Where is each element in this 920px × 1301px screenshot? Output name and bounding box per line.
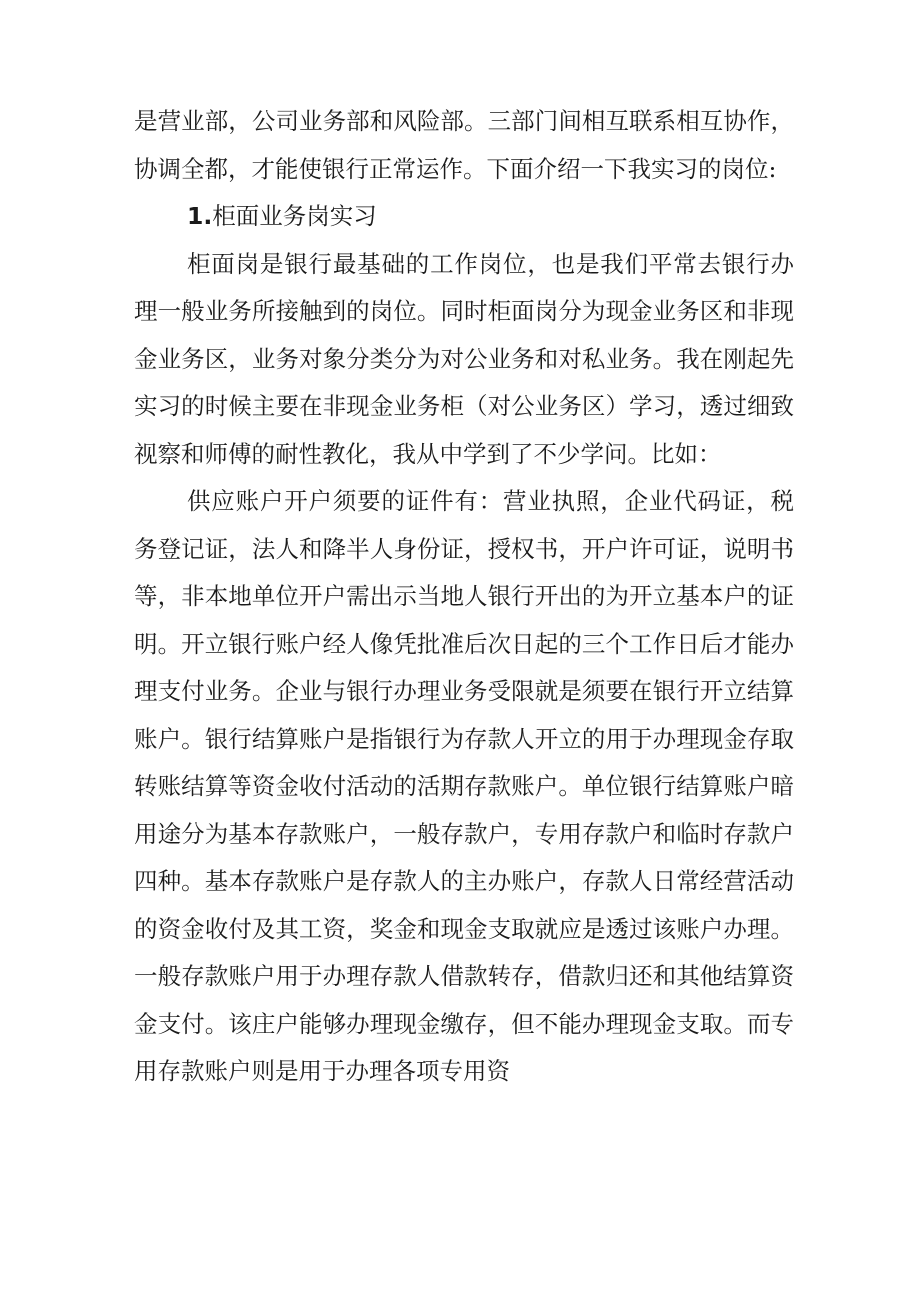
- document-page: [134, 98, 794, 1096]
- paragraph-counter-role: 柜面岗是银行最基础的工作岗位，也是我们平常去银行办理一般业务所接触到的岗位。同时柜面岗分为现金业务区和非现金业务区，业务对象分类分为对公业务和对私业务。我在刚起先实习的时候主要在非现金业务柜（对公业务区）学习，透过细致视察和师傅的耐性教化，我从中学到了不少学问。比如：: [134, 249, 794, 468]
- section-heading-text: 柜面业务岗实习: [212, 202, 377, 230]
- section-heading: [134, 193, 794, 241]
- paragraph-account-opening: 供应账户开户须要的证件有：营业执照，企业代码证，税务登记证，法人和降半人身份证，授权书，开户许可证，说明书等，非本地单位开户需出示当地人银行开出的为开立基本户的证明。开立银行账户经人像凭批准后次日起的三个工作日后才能办理支付业务。企业与银行办理业务受限就是须要在银行开立结算账户。银行结算账户是指银行为存款人开立的用于办理现金存取转账结算等资金收付活动的活期存款账户。单位银行结算账户暗用途分为基本存款账户，一般存款户，专用存款户和临时存款户四种。基本存款账户是存款人的主办账户，存款人日常经营活动的资金收付及其工资，奖金和现金支取就应是透过该账户办理。一般存款账户用于办理存款人借款转存，借款归还和其他结算资金支付。该庄户能够办理现金缴存，但不能办理现金支取。而专用存款账户则是用于办理各项专用资: [134, 487, 794, 1085]
- paragraph-continuation: 是营业部，公司业务部和风险部。三部门间相互联系相互协作，协调全都，才能使银行正常运作。下面介绍一下我实习的岗位:: [134, 107, 794, 183]
- section-heading-number: 1.: [187, 202, 213, 230]
